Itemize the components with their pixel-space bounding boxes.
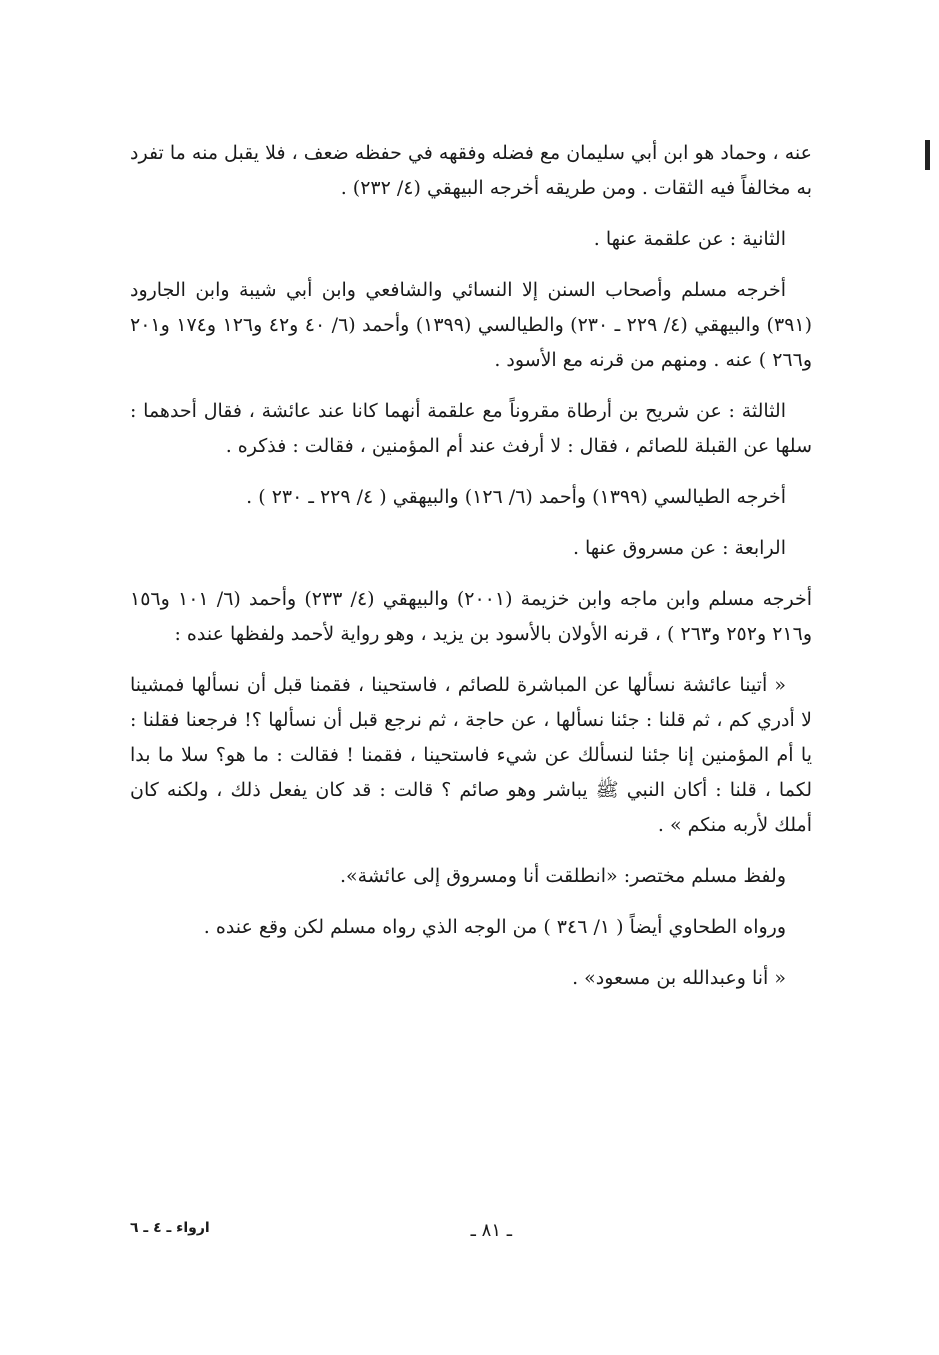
paragraph-1: عنه ، وحماد هو ابن أبي سليمان مع فضله وفقهه في حفظه ضعف ، فلا يقبل منه ما تفرد به مخالفاً فيه الثقات . ومن طريقه أخرجه البيهقي (٤/ ٢٣٢) .: [130, 142, 812, 199]
page-number: ـ ٨١ ـ: [470, 1220, 512, 1241]
paragraph-5: أخرجه الطيالسي (١٣٩٩) وأحمد (٦/ ١٢٦) والبيهقي ( ٤/ ٢٢٩ ـ ٢٣٠ ) .: [246, 486, 786, 508]
paragraph-10: ورواه الطحاوي أيضاً ( ١/ ٣٤٦ ) من الوجه الذي رواه مسلم لكن وقع عنده .: [203, 916, 786, 938]
margin-mark: [925, 140, 930, 170]
paragraph-11: « أنا وعبدالله بن مسعود» .: [572, 967, 786, 989]
signature-mark: ارواء ـ ٤ ـ ٦: [130, 1220, 210, 1236]
paragraph-9: ولفظ مسلم مختصر: «انطلقت أنا ومسروق إلى عائشة».: [340, 865, 786, 887]
page-footer: [130, 1220, 812, 1244]
paragraph-3: أخرجه مسلم وأصحاب السنن إلا النسائي والشافعي وابن أبي شيبة وابن الجارود (٣٩١) والبيهقي (٤/ ٢٢٩ ـ ٢٣٠) والطيالسي (١٣٩٩) وأحمد (٦/ ٤٠ و٤٢ و١٢٦ و١٧٤ و٢٠١ و٢٦٦ ) عنه . ومنهم من قرنه مع الأسود .: [130, 279, 813, 371]
paragraph-7: أخرجه مسلم وابن ماجه وابن خزيمة (٢٠٠١) والبيهقي (٤/ ٢٣٣) وأحمد (٦/ ١٠١ و١٥٦ و٢١٦ و٢٥٢ و٢٦٣ ) ، قرنه الأولان بالأسود بن يزيد ، وهو رواية لأحمد ولفظها عنده :: [130, 588, 813, 645]
page-body: [130, 136, 812, 1012]
paragraph-2: الثانية : عن علقمة عنها .: [593, 228, 786, 250]
paragraph-4: الثالثة : عن شريح بن أرطاة مقروناً مع علقمة أنهما كانا عند عائشة ، فقال أحدهما : سلها عن القبلة للصائم ، فقال : لا أرفث عند أم المؤمنين ، فقالت : فذكره .: [130, 400, 812, 457]
paragraph-6: الرابعة : عن مسروق عنها .: [572, 537, 786, 559]
paragraph-8: « أتينا عائشة نسألها عن المباشرة للصائم ، فاستحينا ، فقمنا قبل أن نسألها فمشينا لا أدري كم ، ثم قلنا : جئنا نسألها ، عن حاجة ، ثم نرجع قبل أن نسألها ؟! فرجعنا فقلنا : يا أم المؤمنين إنا جئنا لنسألك عن شيء فاستحينا ، فقمنا ! فقالت : ما هو؟ سلا ما بدا لكما ، قلنا : أكان النبي ﷺ يباشر وهو صائم ؟ قالت : قد كان يفعل ذلك ، ولكنه كان أملك لأربه منكم » .: [130, 674, 812, 836]
